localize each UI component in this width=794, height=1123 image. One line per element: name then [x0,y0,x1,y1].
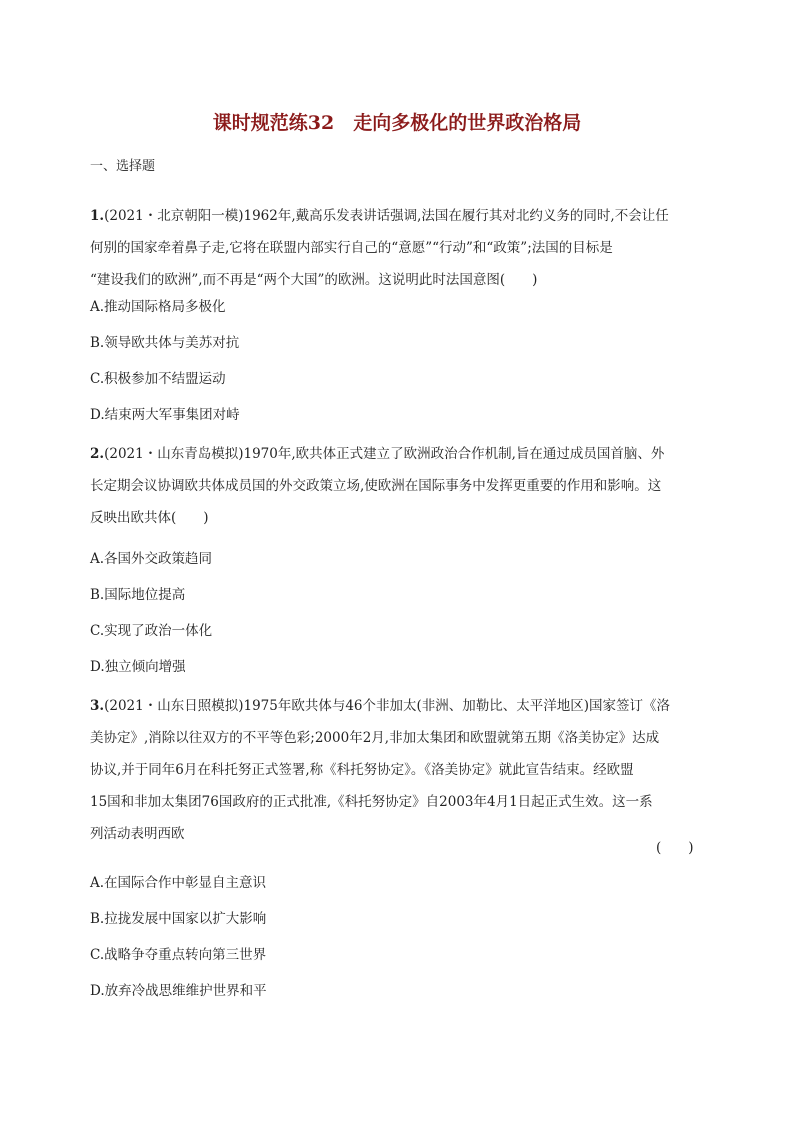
question-3-option-b[interactable]: B.拉拢发展中国家以扩大影响 [90,911,267,927]
question-1-number: 1. [90,208,105,224]
question-3-option-a[interactable]: A.在国际合作中彰显自主意识 [90,875,267,891]
section-heading: 一、选择题 [90,159,156,174]
question-3-number: 3. [90,698,105,714]
question-2-line-2: 长定期会议协调欧共体成员国的外交政策立场,使欧洲在国际事务中发挥更重要的作用和影响。这 [90,478,662,494]
question-2-line-1 [90,438,702,470]
question-3-source: (2021・山东日照模拟) [104,698,244,714]
question-3 [90,690,702,850]
question-2-text-1: 1970年,欧共体正式建立了欧洲政治合作机制,旨在通过成员国首脑、外 [243,446,665,462]
question-2-option-a[interactable]: A.各国外交政策趋同 [90,551,213,567]
question-1-option-c[interactable]: C.积极参加不结盟运动 [90,371,226,387]
question-1 [90,200,702,296]
question-2-option-d[interactable]: D.独立倾向增强 [90,659,186,675]
question-3-text-1: 1975年欧共体与46个非加太(非洲、加勒比、太平洋地区)国家签订《洛 [243,698,671,714]
question-2-number: 2. [90,446,105,462]
question-1-option-a[interactable]: A.推动国际格局多极化 [90,299,226,315]
question-2-option-c[interactable]: C.实现了政治一体化 [90,623,213,639]
question-1-line-3: “建设我们的欧洲”,而不再是“两个大国”的欧洲。这说明此时法国意图( ) [90,272,538,288]
question-3-line-4: 15国和非加太集团76国政府的正式批准,《科托努协定》自2003年4月1日起正式生效。这一系 [90,794,653,810]
question-3-answer-blank: ( ) [656,840,694,856]
question-3-line-5: 列活动表明西欧 [90,826,185,842]
question-1-source: (2021・北京朝阳一模) [104,208,244,224]
question-1-line-1 [90,200,702,232]
question-2-option-b[interactable]: B.国际地位提高 [90,587,186,603]
question-3-line-3: 协议,并于同年6月在科托努正式签署,称《科托努协定》。《洛美协定》就此宣告结束。经欧盟 [90,762,634,778]
question-2-line-3: 反映出欧共体( ) [90,510,209,526]
question-2-source: (2021・山东青岛模拟) [104,446,244,462]
page-title: 课时规范练32 走向多极化的世界政治格局 [212,112,582,134]
question-3-line-2: 美协定》,消除以往双方的不平等色彩;2000年2月,非加太集团和欧盟就第五期《洛美协定》达成 [90,730,660,746]
question-1-option-d[interactable]: D.结束两大军事集团对峙 [90,407,240,423]
question-1-text-1: 1962年,戴高乐发表讲话强调,法国在履行其对北约义务的同时,不会让任 [243,208,669,224]
question-3-option-c[interactable]: C.战略争夺重点转向第三世界 [90,947,267,963]
question-3-option-d[interactable]: D.放弃冷战思维维护世界和平 [90,983,267,999]
question-1-line-2: 何别的国家牵着鼻子走,它将在联盟内部实行自己的“意愿”“行动”和“政策”;法国的目标是 [90,240,613,256]
question-2 [90,438,702,534]
question-1-option-b[interactable]: B.领导欧共体与美苏对抗 [90,335,240,351]
question-3-line-1 [90,690,702,722]
